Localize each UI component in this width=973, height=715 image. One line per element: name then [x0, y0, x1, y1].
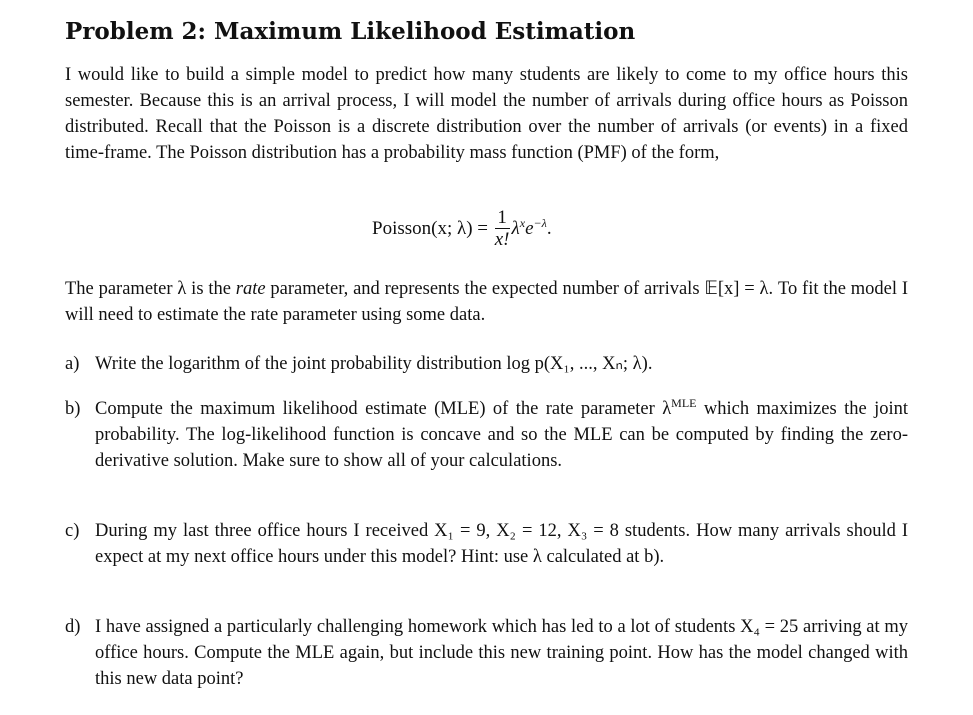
formula-lhs: Poisson(x; λ) = [372, 217, 488, 239]
question-d [65, 614, 908, 692]
intro-paragraph: I would like to build a simple model to predict how many students are likely to come to my office hours this semester. Because this is an arrival process, I will model the number of arrivals during office hours as Poisson distributed. Recall that the Poisson is a discrete distribution over the number of arrivals (or events) in a fixed time-frame. The Poisson distribution has a probability mass function (PMF) of the form, [65, 65, 908, 163]
question-b [65, 396, 908, 474]
question-text-a: Write the logarithm of the joint probability distribution log p(X₁, ..., Xₙ; λ). [95, 354, 653, 374]
question-text-c: During my last three office hours I received X₁ = 9, X₂ = 12, X₃ = 8 students. How many arrivals should I expect at my next office hours under this model? Hint: use λ calculated at b). [95, 521, 908, 567]
formula-exponent-neg-lambda: −λ [533, 215, 547, 230]
formula-lambda: λ [511, 217, 520, 239]
param-italic-rate: rate [235, 279, 266, 299]
formula-exponent-x: x [519, 215, 526, 230]
question-label-a: a) [65, 354, 80, 374]
question-text-b-2: which maximizes the joint probability. The log-likelihood function is concave and so the MLE can be computed by finding the zero-derivative solution. Make sure to show all of your calculations. [95, 399, 909, 471]
fraction-denominator: x! [494, 229, 510, 250]
fraction-numerator: 1 [495, 208, 510, 229]
question-label-c: c) [65, 521, 80, 541]
param-text-1: The parameter λ is the [65, 279, 236, 299]
question-label-b: b) [65, 399, 81, 419]
formula-e: e [525, 217, 534, 239]
question-text-d: I have assigned a particularly challenging homework which has led to a lot of students X₄ = 25 arriving at my office hours. Compute the MLE again, but include this new training point. How has the model changed with this new data point? [95, 617, 908, 689]
question-b-superscript: MLE [671, 396, 697, 410]
question-label-d: d) [65, 617, 81, 637]
poisson-pmf-formula [372, 208, 552, 251]
problem-title: Problem 2: Maximum Likelihood Estimation [65, 18, 636, 45]
parameter-paragraph [65, 276, 908, 328]
question-a [65, 351, 908, 377]
question-text-b-1: Compute the maximum likelihood estimate (MLE) of the rate parameter λ [95, 399, 672, 419]
formula-fraction [495, 208, 510, 251]
formula-period: . [546, 217, 552, 239]
question-c [65, 518, 908, 570]
question-body-b [95, 396, 908, 474]
param-text-2: parameter, and represents the expected number of arrivals 𝔼[x] = λ. To fit the model I will need to estimate the rate parameter using some data. [65, 279, 908, 325]
